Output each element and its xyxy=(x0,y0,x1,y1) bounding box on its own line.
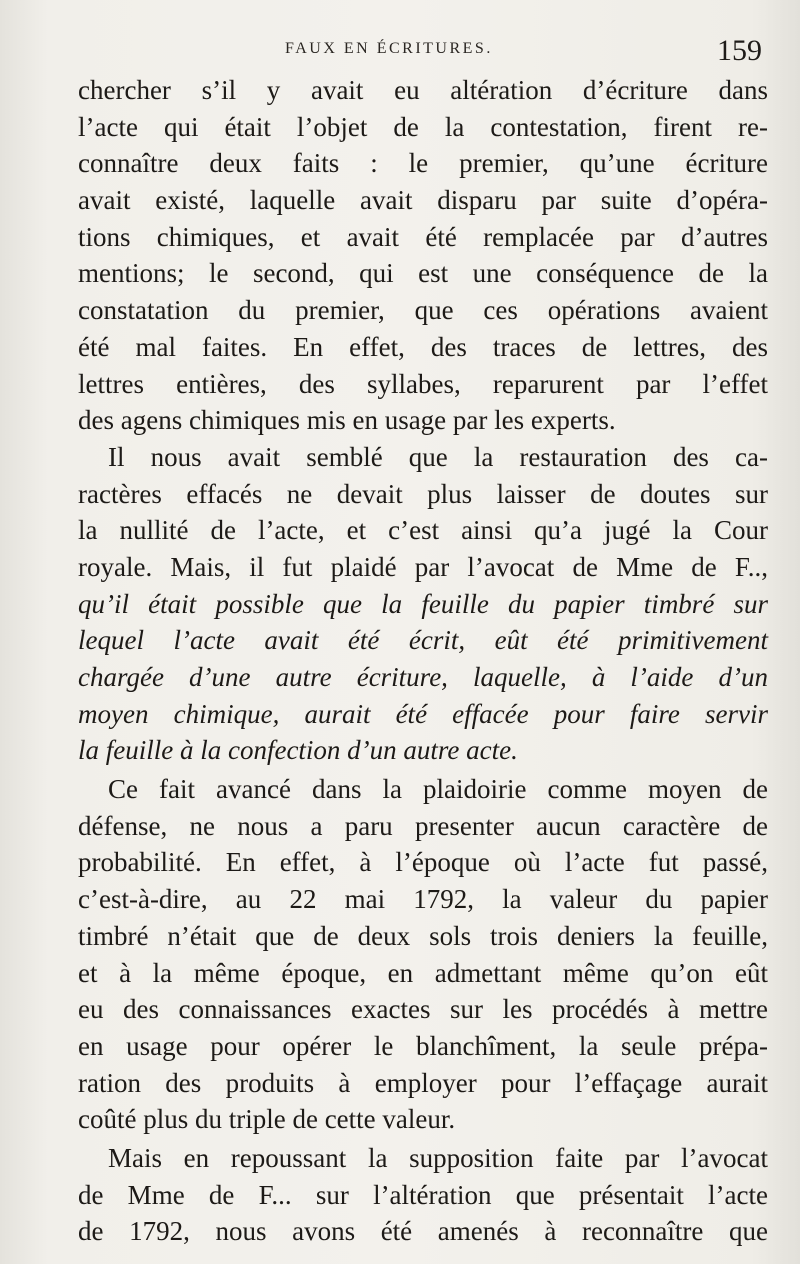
text-line: et à la même époque, en admettant même qu’on eût xyxy=(78,957,768,988)
italic-line: lequel l’acte avait été écrit, eût été primitivement xyxy=(78,625,768,656)
text-line: Il nous avait semblé que la restauration des ca- xyxy=(108,441,768,472)
text-line: mentions; le second, qui est une conséquence de la xyxy=(78,258,768,289)
text-line: de 1792, nous avons été amenés à reconnaître que xyxy=(78,1216,768,1247)
text-line: timbré n’était que de deux sols trois deniers la feuille, xyxy=(78,920,768,951)
running-title: FAUX EN ÉCRITURES. xyxy=(285,40,493,57)
text-line: probabilité. En effet, à l’époque où l’acte fut passé, xyxy=(78,847,768,878)
text-line: de Mme de F... sur l’altération que présentait l’acte xyxy=(78,1179,768,1210)
running-head xyxy=(80,34,770,70)
body-text xyxy=(78,72,768,1250)
text-line: tions chimiques, et avait été remplacée par d’autres xyxy=(78,221,768,252)
text-line: ration des produits à employer pour l’effaçage aurait xyxy=(78,1067,768,1098)
text-line: c’est-à-dire, au 22 mai 1792, la valeur du papier xyxy=(78,884,768,915)
text-line: l’acte qui était l’objet de la contestation, firent re- xyxy=(78,111,768,142)
italic-line: la feuille à la confection d’un autre acte. xyxy=(78,735,518,766)
text-line: chercher s’il y avait eu altération d’écriture dans xyxy=(78,75,768,105)
text-line: défense, ne nous a paru presenter aucun caractère de xyxy=(78,810,768,841)
text-line: coûté plus du triple de cette valeur. xyxy=(78,1104,456,1135)
text-line: avait existé, laquelle avait disparu par suite d’opéra- xyxy=(78,185,768,216)
text-line: ractères effacés ne devait plus laisser de doutes sur xyxy=(78,478,768,509)
italic-line: chargée d’une autre écriture, laquelle, à l’aide d’un xyxy=(78,662,768,692)
text-line: Mais en repoussant la supposition faite par l’avocat xyxy=(108,1142,768,1173)
text-line: constatation du premier, que ces opérations avaient xyxy=(78,295,768,326)
text-line: lettres entières, des syllabes, reparurent par l’effet xyxy=(78,368,768,399)
text-line: des agens chimiques mis en usage par les experts. xyxy=(78,405,616,436)
italic-line: qu’il était possible que la feuille du papier timbré sur xyxy=(78,588,768,619)
text-line: royale. Mais, il fut plaidé par l’avocat de Mme de F.., xyxy=(78,551,768,582)
text-line: Ce fait avancé dans la plaidoirie comme moyen de xyxy=(108,774,768,805)
text-line: en usage pour opérer le blanchîment, la seule prépa- xyxy=(78,1030,768,1061)
text-line: connaître deux faits : le premier, qu’une écriture xyxy=(78,148,768,179)
page-number: 159 xyxy=(717,34,762,67)
text-line: été mal faites. En effet, des traces de lettres, des xyxy=(78,331,768,362)
text-line: eu des connaissances exactes sur les procédés à mettre xyxy=(78,994,768,1025)
italic-line: moyen chimique, aurait été effacée pour faire servir xyxy=(78,698,768,729)
text-line: la nullité de l’acte, et c’est ainsi qu’a jugé la Cour xyxy=(78,515,768,546)
